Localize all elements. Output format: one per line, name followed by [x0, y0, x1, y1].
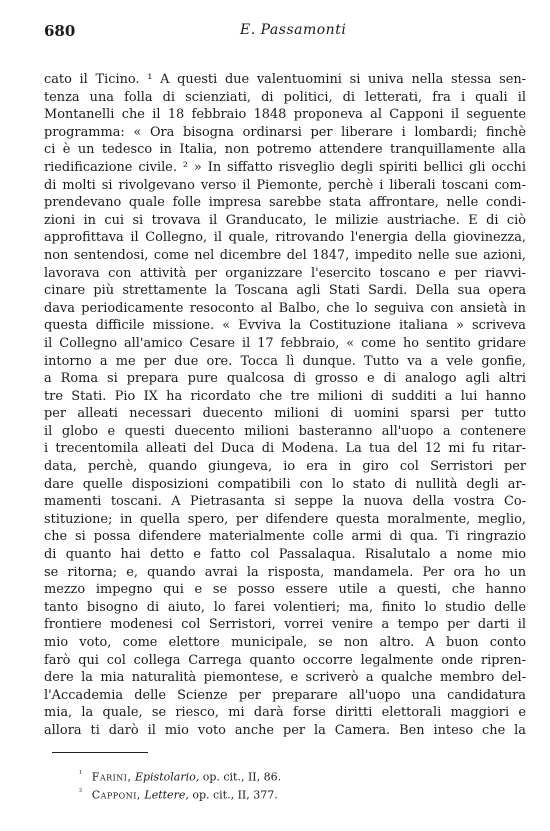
text-line: di quanto hai detto e fatto col Passalaqua. Risalutalo a nome mio [44, 547, 526, 563]
footnote-author: Capponi, [91, 788, 141, 802]
footnote-mark: ² [79, 787, 83, 796]
text-line: approfittava il Collegno, il quale, ritrovando l'energia della giovinezza, [44, 230, 526, 246]
text-line: mia, la quale, se riesco, mi darà forse diritti elettorali maggiori e [44, 705, 526, 721]
page-number: 680 [44, 22, 76, 40]
text-line: l'Accademia delle Scienze per preparare all'uopo una candidatura [44, 687, 526, 703]
text-line: il globo e questi duecento milioni basteranno all'uopo a contenere [44, 423, 526, 439]
text-line: tre Stati. Pio IX ha ricordato che tre milioni di sudditi a lui hanno [44, 388, 526, 404]
text-line: questa difficile missione. « Evviva la Costituzione italiana » scriveva [44, 318, 526, 334]
text-line: tenza una folla di scienziati, di politici, di letterati, fra i quali il [44, 89, 526, 105]
text-line: dava periodicamente resoconto al Balbo, che lo seguiva con ansietà in [44, 300, 526, 316]
footnote-work: Epistolario, [134, 770, 200, 784]
text-line: mio voto, come elettore municipale, se non altro. A buon conto [44, 635, 526, 650]
footnote-mark: ¹ [79, 769, 83, 778]
running-title: E. Passamonti [240, 22, 347, 38]
text-line: Montanelli che il 18 febbraio 1848 proponeva al Capponi il seguente [44, 107, 526, 123]
page-header [44, 22, 524, 42]
footnote-2 [79, 783, 499, 801]
text-line: programma: « Ora bisogna ordinarsi per liberare i lombardi; finchè [44, 124, 526, 140]
footnote-1 [79, 765, 499, 783]
text-line: intorno a me per due ore. Tocca lì dunque. Tutto va a vele gonfie, [44, 353, 526, 369]
text-line: mezzo impegno qui e se posso essere utile a questi, che hanno [44, 582, 526, 598]
text-line: non sentendosi, come nel dicembre del 1847, impedito nelle sue azioni, [44, 247, 526, 263]
text-line: a Roma si prepara pure qualcosa di grosso e di analogo agli altri [44, 371, 526, 387]
footnote-author: Farini, [91, 770, 132, 784]
footnote-reference: op. cit., II, 377. [192, 788, 278, 802]
text-line: che si possa difendere materialmente colle armi di qua. Ti ringrazio [44, 529, 526, 545]
text-line: stituzione; in quella spero, per difendere questa moralmente, meglio, [44, 511, 526, 527]
text-line: zioni in cui si trovava il Granducato, le milizie austriache. E di ciò [44, 212, 526, 228]
text-line: mamenti toscani. A Pietrasanta si seppe la nuova della vostra Co- [44, 494, 526, 510]
text-line: dare quelle disposizioni compatibili con lo stato di nullità degli ar- [44, 476, 526, 492]
text-line: prendevano quale folle impresa sarebbe stata affrontare, nelle condi- [44, 195, 526, 211]
text-line: per alleati necessari duecento milioni di uomini sparsi per tutto [44, 406, 526, 422]
text-line: se ritorna; e, quando avrai la risposta, mandamela. Per ora ho un [44, 564, 526, 580]
text-line: cinare più strettamente la Toscana agli Stati Sardi. Della sua opera [44, 283, 526, 299]
text-line: frontiere modenesi col Serristori, vorrei venire a tempo per darti il [44, 617, 526, 633]
footnote-work: Lettere, [144, 788, 189, 802]
text-line: data, perchè, quando giungeva, io era in giro col Serristori per [44, 459, 526, 475]
text-line: lavorava con attività per organizzare l'esercito toscano e per riavvi- [44, 265, 526, 281]
footnote-reference: op. cit., II, 86. [202, 770, 282, 784]
text-line: di molti si rivolgevano verso il Piemonte, perchè i liberali toscani com- [44, 177, 526, 193]
footnote-separator [52, 752, 148, 753]
text-line: allora ti darò il mio voto anche per la Camera. Ben inteso che la [44, 722, 526, 738]
text-line: riedificazione civile. ² » In siffatto risveglio degli spiriti bellici gli occhi [44, 159, 526, 175]
text-line: farò qui col collega Carrega quanto occorre legalmente onde ripren- [44, 652, 526, 668]
text-line: cato il Ticino. ¹ A questi due valentuomini si univa nella stessa sen- [44, 72, 526, 87]
body-text [44, 71, 526, 740]
text-line: ci è un tedesco in Italia, non potremo attendere tranquillamente alla [44, 142, 526, 158]
text-line: i trecentomila alleati del Duca di Modena. La tua del 12 mi fu ritar- [44, 441, 526, 457]
text-line: tanto bisogno di aiuto, lo farei volentieri; ma, finito lo studio delle [44, 599, 526, 615]
text-line: dere la mia naturalità piemontese, e scriverò a qualche membro del- [44, 670, 526, 686]
footnotes [79, 765, 499, 801]
text-line: il Collegno all'amico Cesare il 17 febbraio, « come ho sentito gridare [44, 335, 526, 351]
